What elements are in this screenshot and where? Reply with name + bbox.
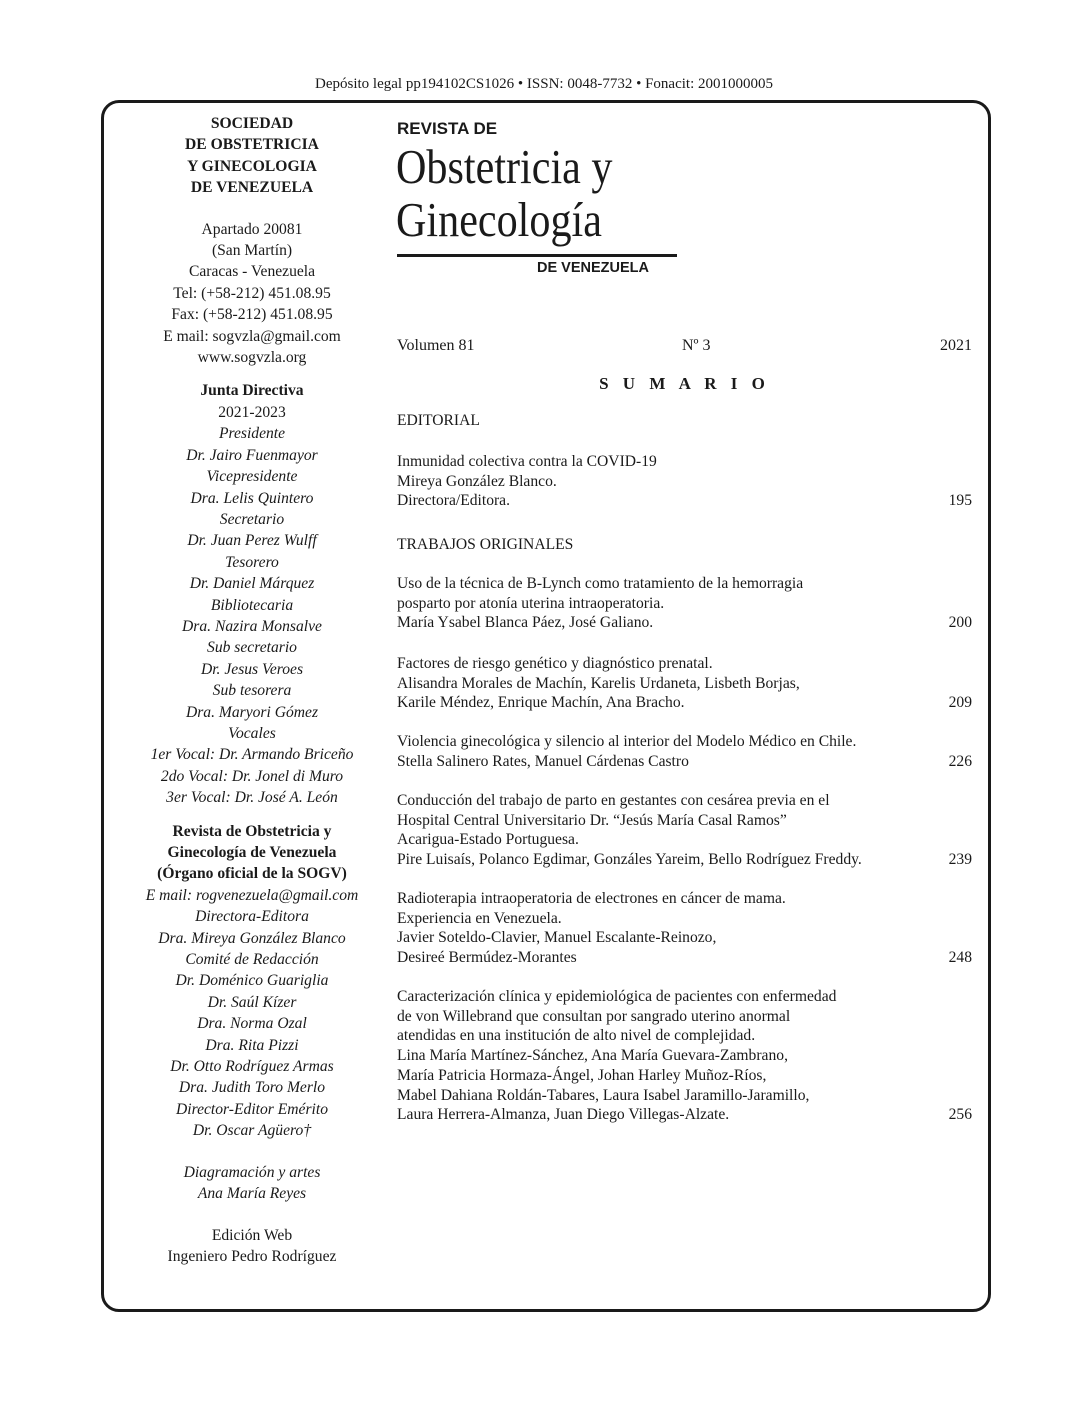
address-line: Apartado 20081 (201, 220, 303, 238)
entry-title: Violencia ginecológica y silencio al interior del Modelo Médico en Chile. (397, 733, 857, 750)
staff-line: Dra. Judith Toro Merlo (178, 1079, 326, 1097)
society-line: SOCIEDAD (210, 115, 294, 132)
staff-line: Dr. Saúl Kízer (207, 993, 297, 1011)
web-credit (104, 1225, 400, 1268)
staff-line: Comité de Redacción (185, 951, 319, 969)
society-line: Y GINECOLOGIA (187, 157, 317, 175)
masthead-top: REVISTA DE (397, 119, 498, 138)
board-line: Secretario (219, 510, 285, 528)
society-line: DE OBSTETRICIA (185, 136, 319, 154)
entry-author: María Ysabel Blanca Páez, José Galiano. (397, 614, 654, 632)
entry-page-number: 209 (948, 694, 972, 712)
entry-page-number: 200 (948, 614, 972, 632)
board-line: Sub tesorera (212, 682, 292, 700)
issue-line (397, 337, 972, 359)
society-block (104, 113, 400, 199)
board-line: Vocales (228, 724, 276, 742)
journal-title-block (104, 821, 400, 885)
toc-entry[interactable] (397, 791, 972, 870)
staff-line: Dra. Norma Ozal (197, 1015, 307, 1033)
board-line: Presidente (218, 425, 286, 443)
address-line: www.sogvzla.org (197, 349, 307, 367)
entry-author: Laura Herrera-Almanza, Juan Diego Villegas-Alzate. (397, 1106, 730, 1124)
toc-entry[interactable] (397, 987, 972, 1125)
entry-author: Pire Luisaís, Polanco Egdimar, Gonzáles Yareim, Bello Rodríguez Freddy. (397, 851, 862, 869)
masthead-title-line: Obstetricia y (396, 139, 613, 194)
entry-page-number: 248 (948, 949, 972, 967)
toc-entry[interactable] (397, 452, 972, 511)
entry-author: María Patricia Hormaza-Ángel, Johan Harley Muñoz-Ríos, (397, 1066, 767, 1084)
issue-number: Nº 3 (682, 337, 711, 354)
address-line: Tel: (+58-212) 451.08.95 (173, 284, 331, 302)
journal-staff-block (104, 885, 400, 1142)
board-line: Dr. Daniel Márquez (189, 575, 315, 593)
staff-line: Directora-Editora (195, 908, 309, 926)
journal-title-line: Revista de Obstetricia y (172, 822, 332, 840)
masthead-bottom: DE VENEZUELA (537, 260, 649, 276)
address-line: E mail: sogvzla@gmail.com (163, 327, 341, 345)
board-line: Bibliotecaria (210, 596, 294, 614)
volume-label: Volumen 81 (397, 337, 475, 354)
board-line: Dr. Juan Perez Wulff (187, 532, 317, 550)
board-line: Dra. Lelis Quintero (190, 489, 314, 507)
staff-line: E mail: rogvenezuela@gmail.com (145, 886, 359, 904)
board-line: 3er Vocal: Dr. José A. León (166, 789, 338, 807)
entry-title: Inmunidad colectiva contra la COVID-19 (397, 453, 657, 470)
toc-entry[interactable] (397, 654, 972, 713)
entry-page-number: 239 (948, 851, 972, 869)
masthead-title (396, 140, 612, 246)
board-line: 2do Vocal: Dr. Jonel di Muro (160, 767, 344, 785)
entry-author: Lina María Martínez-Sánchez, Ana María Guevara-Zambrano, (397, 1047, 788, 1065)
masthead-rule (397, 254, 677, 257)
staff-line: Dra. Rita Pizzi (205, 1036, 299, 1054)
section-trabajos-originales: TRABAJOS ORIGINALES (397, 536, 574, 553)
board-line: Tesorero (225, 553, 279, 571)
masthead-title-line: Ginecología (396, 192, 602, 247)
entry-title: Hospital Central Universitario Dr. “Jesús María Casal Ramos” (397, 811, 787, 829)
board-line: 1er Vocal: Dr. Armando Briceño (150, 746, 354, 764)
section-editorial: EDITORIAL (397, 412, 480, 429)
design-line: Diagramación y artes (183, 1163, 321, 1181)
entry-author: Karile Méndez, Enrique Machín, Ana Bracho. (397, 694, 685, 712)
entry-author: Directora/Editora. (397, 492, 511, 510)
toc-entry[interactable] (397, 889, 972, 968)
issue-year: 2021 (940, 337, 972, 354)
board-period: 2021-2023 (218, 403, 286, 421)
staff-line: Dr. Oscar Agüero† (192, 1122, 312, 1140)
entry-author: Stella Salinero Rates, Manuel Cárdenas Castro (397, 752, 689, 770)
entry-page-number: 226 (948, 752, 972, 770)
design-line: Ana María Reyes (197, 1185, 307, 1203)
entry-author: Mabel Dahiana Roldán-Tabares, Laura Isabel Jaramillo-Jaramillo, (397, 1086, 810, 1104)
entry-page-number: 256 (948, 1106, 972, 1124)
entry-title: posparto por atonía uterina intraoperatoria. (397, 594, 665, 612)
staff-line: Dra. Mireya González Blanco (158, 929, 346, 947)
board-line: Dra. Maryori Gómez (185, 703, 319, 721)
entry-page-number: 195 (948, 492, 972, 510)
toc-entry[interactable] (397, 732, 972, 771)
board-line: Dr. Jesus Veroes (200, 660, 304, 678)
entry-title: Uso de la técnica de B-Lynch como tratamiento de la hemorragia (397, 575, 804, 592)
staff-line: Director-Editor Emérito (176, 1100, 328, 1118)
entry-author: Alisandra Morales de Machín, Karelis Urdaneta, Lisbeth Borjas, (397, 674, 800, 692)
entry-author: Mireya González Blanco. (397, 472, 557, 490)
board-title: Junta Directiva (200, 382, 304, 400)
entry-title: Conducción del trabajo de parto en gestantes con cesárea previa en el (397, 792, 830, 809)
address-block (104, 219, 400, 369)
entry-title: Caracterización clínica y epidemiológica de pacientes con enfermedad (397, 988, 837, 1005)
web-line: Edición Web (211, 1226, 293, 1244)
sumario-heading: S U M A R I O (599, 374, 770, 393)
address-line: Fax: (+58-212) 451.08.95 (171, 306, 333, 324)
entry-title: Acarigua-Estado Portuguesa. (397, 831, 579, 849)
legal-deposit-line: Depósito legal pp194102CS1026 • ISSN: 0048-7732 • Fonacit: 2001000005 (315, 76, 773, 92)
board-line: Vicepresidente (206, 468, 298, 486)
entry-title: Experiencia en Venezuela. (397, 909, 562, 927)
entry-author: Javier Soteldo-Clavier, Manuel Escalante-Reinozo, (397, 929, 717, 947)
board-line: Dr. Jairo Fuenmayor (186, 446, 318, 464)
sidebar (104, 113, 400, 1267)
journal-title-line: Ginecología de Venezuela (167, 844, 337, 861)
web-line: Ingeniero Pedro Rodríguez (167, 1247, 337, 1265)
entry-title: Radioterapia intraoperatoria de electrones en cáncer de mama. (397, 890, 786, 907)
entry-title: atendidas en una institución de alto nivel de complejidad. (397, 1027, 756, 1045)
staff-line: Dr. Doménico Guariglia (175, 972, 329, 990)
address-line: Caracas - Venezuela (188, 263, 316, 281)
board-line: Sub secretario (207, 639, 297, 657)
board-block (104, 423, 400, 808)
design-credit (104, 1162, 400, 1205)
address-line: (San Martín) (211, 242, 293, 260)
entry-title: Factores de riesgo genético y diagnóstico prenatal. (397, 655, 713, 672)
society-line: DE VENEZUELA (190, 179, 314, 197)
entry-author: Desireé Bermúdez-Morantes (397, 949, 577, 967)
entry-title: de von Willebrand que consultan por sangrado uterino anormal (397, 1007, 791, 1025)
toc-entry[interactable] (397, 574, 972, 633)
board-line: Dra. Nazira Monsalve (182, 617, 322, 635)
journal-title-line: (Órgano oficial de la SOGV) (157, 865, 347, 883)
staff-line: Dr. Otto Rodríguez Armas (170, 1058, 334, 1076)
